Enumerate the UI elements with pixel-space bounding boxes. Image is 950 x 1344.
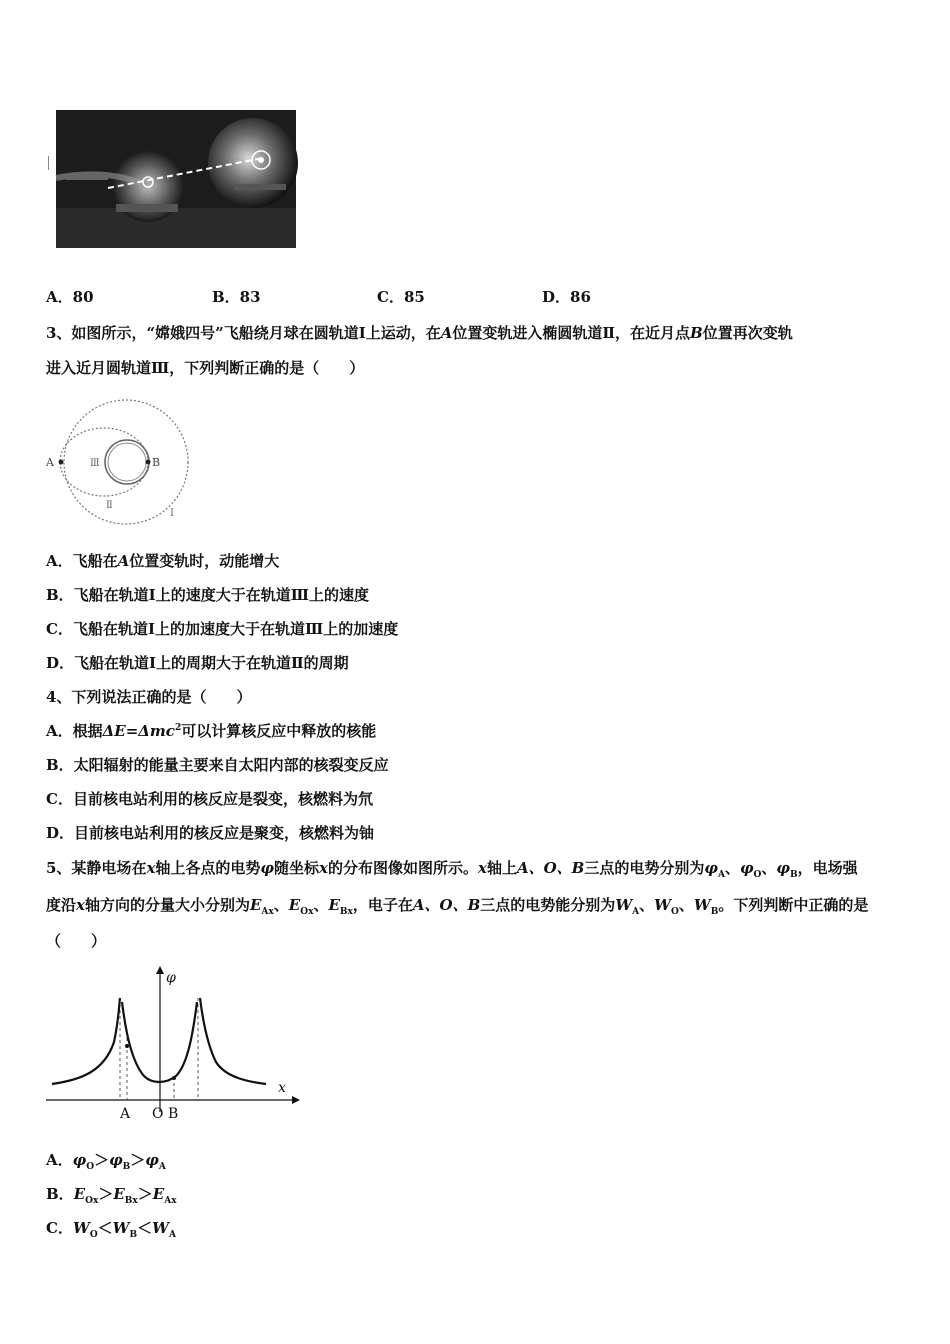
q3-option-a: A．飞船在A位置变轨时，动能增大 bbox=[46, 552, 280, 570]
graph-point-a: A bbox=[120, 1106, 131, 1122]
q4-stem: 4、下列说法正确的是（ ） bbox=[46, 688, 252, 706]
q5-option-b: B．$E_{Ox}>E_{Bx}>E_{Ax}$ bbox=[46, 1185, 177, 1206]
q2-option-c: C．85 bbox=[377, 288, 425, 306]
q2-option-d: D．86 bbox=[542, 288, 591, 306]
q5-stem-line-3: （ ） bbox=[46, 932, 107, 950]
orbit-diagram bbox=[44, 396, 194, 526]
q2-option-b: B．83 bbox=[212, 288, 261, 306]
q5-option-c: C．$W_O<W_B<W_A$ bbox=[46, 1219, 176, 1240]
orbit-label-i: Ⅰ bbox=[170, 508, 174, 519]
graph-phi-label: φ bbox=[166, 970, 176, 986]
q4-option-a: A．根据ΔE=Δmc$^2$可以计算核反应中释放的核能 bbox=[46, 722, 377, 740]
q3-stem-line-2: 进入近月圆轨道Ⅲ，下列判断正确的是（ ） bbox=[46, 359, 365, 377]
graph-point-b: B bbox=[168, 1106, 179, 1122]
orbit-label-a: A bbox=[46, 456, 54, 469]
q3-option-c: C．飞船在轨道Ⅰ上的加速度大于在轨道Ⅲ上的加速度 bbox=[46, 620, 399, 638]
q3-stem-line-1: 3、如图所示，“嫦娥四号”飞船绕月球在圆轨道Ⅰ上运动，在A位置变轨进入椭圆轨道Ⅱ，在近月点B位置再次变轨 bbox=[46, 324, 793, 342]
chang-e-photo bbox=[48, 108, 298, 250]
graph-point-o: O bbox=[152, 1106, 164, 1122]
q3-option-b: B．飞船在轨道Ⅰ上的速度大于在轨道Ⅲ上的速度 bbox=[46, 586, 369, 604]
q4-option-c: C．目前核电站利用的核反应是裂变，核燃料为氘 bbox=[46, 790, 373, 808]
q4-option-d: D．目前核电站利用的核反应是聚变，核燃料为铀 bbox=[46, 824, 375, 842]
q5-stem-line-2: 度沿x轴方向的分量大小分别为$E_{Ax}$、$E_{Ox}$、$E_{Bx}$，电子在A、O、B三点的电势能分别为$W_A$、$W_O$、$W_B$。下列判断中正确的是 bbox=[46, 896, 869, 917]
q3-option-d: D．飞船在轨道Ⅰ上的周期大于在轨道Ⅱ的周期 bbox=[46, 654, 349, 672]
graph-x-label: x bbox=[278, 1080, 286, 1096]
orbit-label-iii: Ⅲ bbox=[90, 458, 100, 469]
potential-graph bbox=[40, 962, 300, 1122]
orbit-label-ii: Ⅱ bbox=[106, 500, 113, 511]
q5-option-a: A．$\varphi_O>\varphi_B>\varphi_A$ bbox=[46, 1151, 166, 1172]
q2-option-a: A．80 bbox=[46, 288, 94, 306]
q4-option-b: B．太阳辐射的能量主要来自太阳内部的核裂变反应 bbox=[46, 756, 389, 774]
q5-stem-line-1: 5、某静电场在x轴上各点的电势φ随坐标x的分布图像如图所示。x轴上A、O、B三点的电势分别为$\varphi_A$、$\varphi_O$、$\varphi_B$，电场强 bbox=[46, 859, 858, 880]
orbit-label-b: B bbox=[152, 456, 161, 469]
